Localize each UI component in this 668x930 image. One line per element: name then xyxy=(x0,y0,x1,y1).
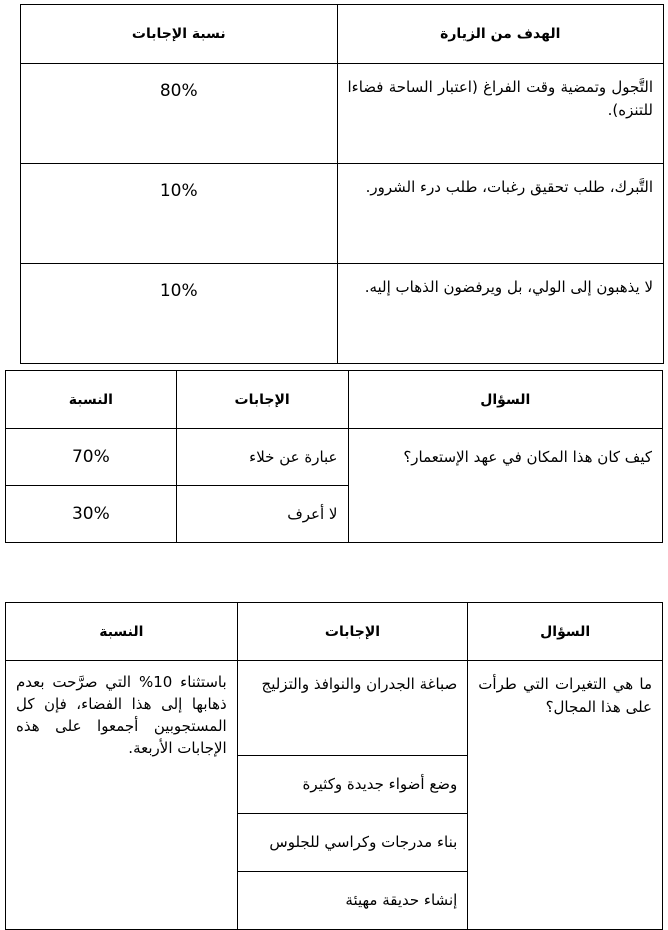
table-row xyxy=(21,64,664,164)
percentage-cell: 30% xyxy=(6,486,177,543)
percentage-cell: 70% xyxy=(6,429,177,486)
table-header-row xyxy=(21,5,664,64)
changes-table xyxy=(5,602,663,930)
percentage-header: النسبة xyxy=(6,371,177,429)
answer-cell: عبارة عن خلاء xyxy=(176,429,348,486)
answer-cell: إنشاء حديقة مهيئة xyxy=(237,872,468,930)
question-header: السؤال xyxy=(348,371,663,429)
percentage-header: نسبة الإجابات xyxy=(21,5,338,64)
colonial-era-table xyxy=(5,370,663,543)
note-cell: باستثناء 10% التي صرَّحت بعدم ذهابها إلى هذا الفضاء، فإن كل المستجوبين أجمعوا على هذه الإجابات الأربعة. xyxy=(6,661,238,930)
answer-cell: صباغة الجدران والنوافذ والتزليج xyxy=(237,661,468,756)
answers-header: الإجابات xyxy=(176,371,348,429)
answer-cell: لا أعرف xyxy=(176,486,348,543)
purpose-header: الهدف من الزيارة xyxy=(337,5,664,64)
table-row xyxy=(6,429,663,486)
question-header: السؤال xyxy=(468,603,663,661)
percentage-header: النسبة xyxy=(6,603,238,661)
question-cell: كيف كان هذا المكان في عهد الإستعمار؟ xyxy=(348,429,663,543)
purpose-cell: لا يذهبون إلى الولي، بل ويرفضون الذهاب إليه. xyxy=(337,264,664,364)
table-row xyxy=(21,264,664,364)
answers-header: الإجابات xyxy=(237,603,468,661)
table-row xyxy=(21,164,664,264)
answer-cell: بناء مدرجات وكراسي للجلوس xyxy=(237,814,468,872)
percentage-cell: 10% xyxy=(21,164,338,264)
purpose-cell: التَّبرك، طلب تحقيق رغبات، طلب درء الشرور. xyxy=(337,164,664,264)
answer-cell: وضع أضواء جديدة وكثيرة xyxy=(237,756,468,814)
table-row xyxy=(6,661,663,756)
purpose-cell: التَّجول وتمضية وقت الفراغ (اعتبار الساحة فضاءا للتنزه). xyxy=(337,64,664,164)
visit-purpose-table xyxy=(20,4,664,364)
table-header-row xyxy=(6,603,663,661)
table-header-row xyxy=(6,371,663,429)
question-cell: ما هي التغيرات التي طرأت على هذا المجال؟ xyxy=(468,661,663,930)
percentage-cell: 10% xyxy=(21,264,338,364)
percentage-cell: 80% xyxy=(21,64,338,164)
